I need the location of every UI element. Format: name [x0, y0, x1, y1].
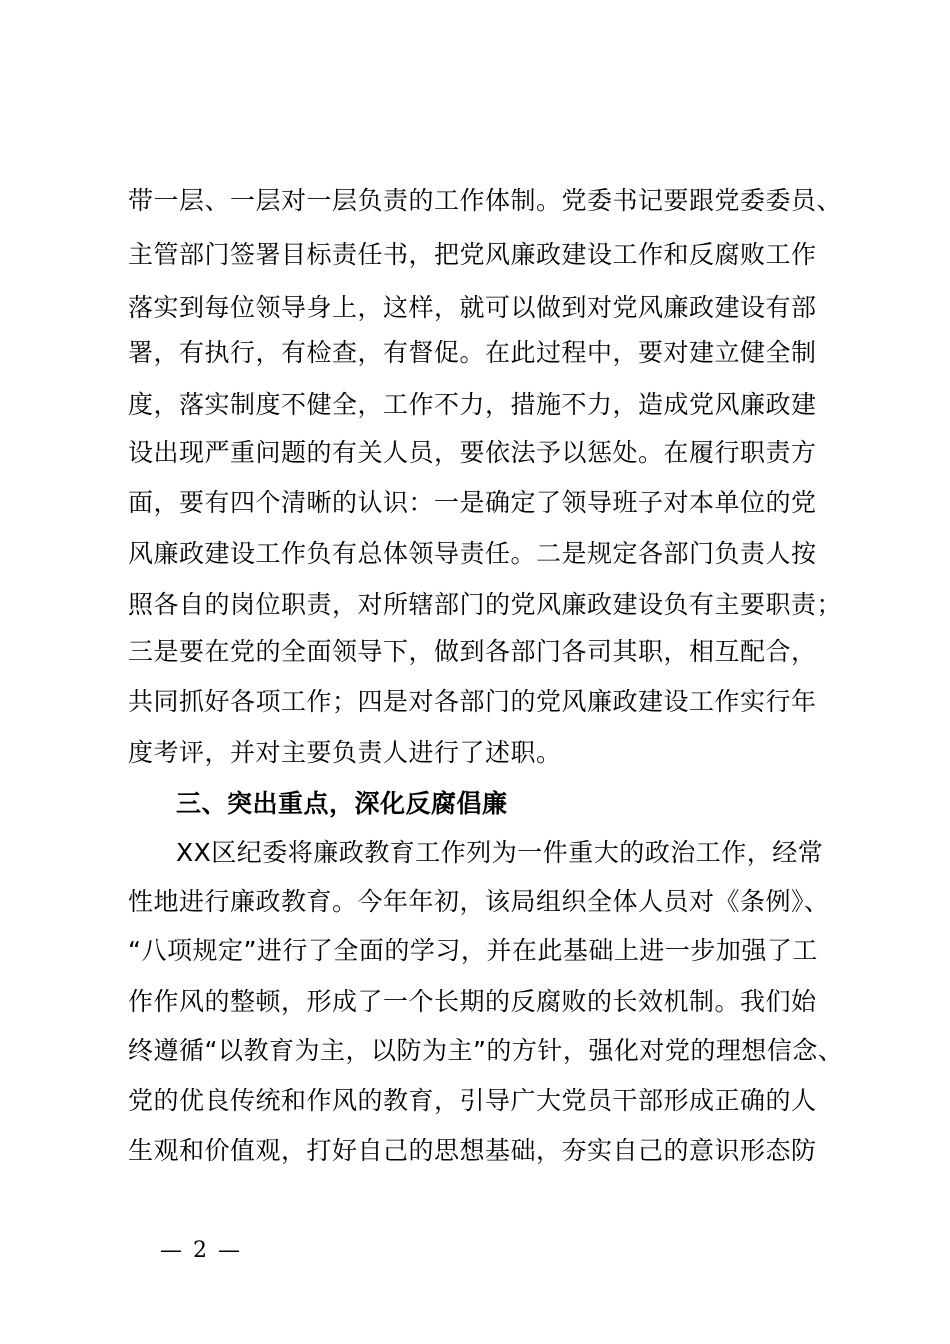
paragraph-line: 面，要有四个清晰的认识：一是确定了领导班子对本单位的党: [128, 488, 817, 517]
paragraph-line: 度考评，并对主要负责人进行了述职。: [128, 738, 562, 767]
paragraph-line: 党的优良传统和作风的教育，引导广大党员干部形成正确的人: [128, 1086, 817, 1115]
paragraph-line: 共同抓好各项工作；四是对各部门的党风廉政建设工作实行年: [128, 687, 817, 716]
paragraph-line: 带一层、一层对一层负责的工作体制。党委书记要跟党委委员、: [128, 186, 843, 215]
paragraph-line: 三是要在党的全面领导下，做到各部门各司其职，相互配合，: [128, 637, 817, 666]
page-number: — 2 —: [160, 1238, 242, 1263]
paragraph-line: 度，落实制度不健全，工作不力，措施不力，造成党风廉政建: [128, 390, 817, 419]
paragraph-line: 落实到每位领导身上，这样，就可以做到对党风廉政建设有部: [128, 293, 817, 322]
paragraph-line: 主管部门签署目标责任书，把党风廉政建设工作和反腐败工作: [128, 240, 817, 269]
paragraph-line: 设出现严重问题的有关人员，要依法予以惩处。在履行职责方: [128, 438, 817, 467]
paragraph-line: 风廉政建设工作负有总体领导责任。二是规定各部门负责人按: [128, 539, 817, 568]
paragraph-line: 性地进行廉政教育。今年年初，该局组织全体人员对《条例》、: [128, 887, 830, 916]
paragraph-line: 署，有执行，有检查，有督促。在此过程中，要对建立健全制: [128, 338, 817, 367]
paragraph-line: 生观和价值观，打好自己的思想基础，夯实自己的意识形态防: [128, 1136, 817, 1165]
paragraph-line: 作作风的整顿，形成了一个长期的反腐败的长效机制。我们始: [128, 987, 817, 1016]
paragraph-line: 照各自的岗位职责，对所辖部门的党风廉政建设负有主要职责；: [128, 590, 843, 619]
paragraph-line: “八项规定”进行了全面的学习，并在此基础上进一步加强了工: [128, 936, 818, 965]
paragraph-line: XX区纪委将廉政教育工作列为一件重大的政治工作，经常: [176, 838, 824, 867]
section-heading: 三、突出重点，深化反腐倡廉: [176, 789, 508, 818]
paragraph-line: 终遵循“以教育为主，以防为主”的方针，强化对党的理想信念、: [128, 1036, 844, 1065]
